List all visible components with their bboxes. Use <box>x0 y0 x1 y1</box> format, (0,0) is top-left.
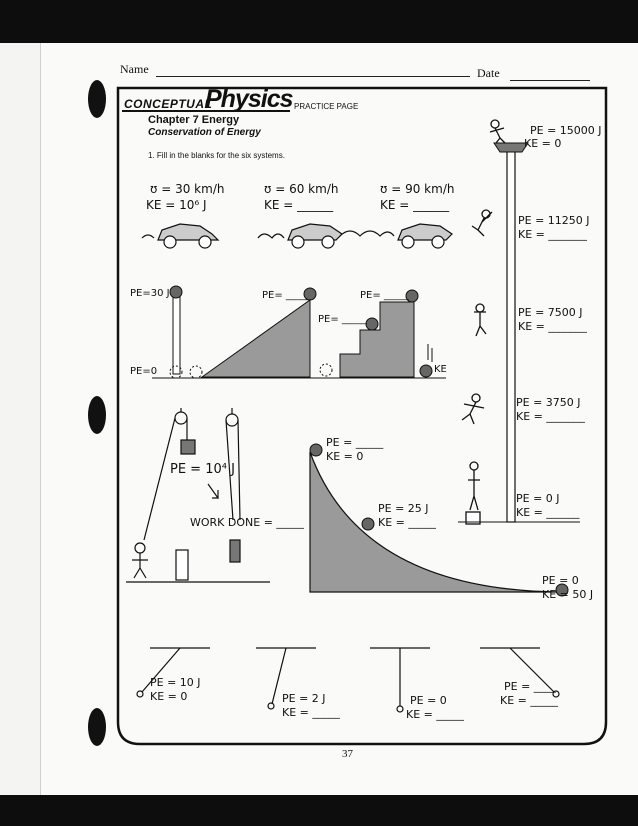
pendulum2-ke[interactable]: KE = _____ <box>282 706 340 719</box>
stairs-pe-mid[interactable]: PE= _____ <box>318 314 367 325</box>
diver-ke-5[interactable]: KE = ______ <box>516 506 580 519</box>
post-pe-top: PE=30 J <box>130 288 170 299</box>
ramp <box>190 288 316 378</box>
diver-ke-1: KE = 0 <box>524 137 562 150</box>
curve-ke-bottom: KE = 50 J <box>542 588 594 601</box>
stairs-pe-top[interactable]: PE= _____ <box>360 290 409 301</box>
car1-speed: ʊ = 30 km/h <box>150 182 225 196</box>
bottom-dark-border <box>0 795 638 826</box>
pulley-system <box>126 408 270 582</box>
diver-figure-4 <box>462 394 484 424</box>
pendulum3-pe: PE = 0 <box>410 694 447 707</box>
stairs-ke: KE <box>434 364 447 375</box>
pendulum4-ke[interactable]: KE = _____ <box>500 694 558 707</box>
diver-ke-3[interactable]: KE = _______ <box>518 320 587 333</box>
diver-pe-1: PE = 15000 J <box>530 124 602 137</box>
ball-on-post <box>170 286 182 378</box>
car-2 <box>258 224 342 248</box>
name-label: Name <box>120 62 149 76</box>
curve-pe-mid: PE = 25 J <box>378 502 429 515</box>
car3-speed: ʊ = 90 km/h <box>380 182 455 196</box>
pendulum1-ke: KE = 0 <box>150 690 188 703</box>
curve-ke-mid[interactable]: KE = _____ <box>378 516 436 529</box>
diver-figure-5 <box>466 462 480 524</box>
pendulum3-ke[interactable]: KE = _____ <box>406 708 464 721</box>
car-3 <box>340 224 452 248</box>
curve-ke-top: KE = 0 <box>326 450 364 463</box>
diver-pe-2: PE = 11250 J <box>518 214 590 227</box>
car2-speed: ʊ = 60 km/h <box>264 182 339 196</box>
post-pe-bottom: PE=0 <box>130 366 158 377</box>
curve-pe-bottom: PE = 0 <box>542 574 579 587</box>
page-number: 37 <box>342 748 353 760</box>
pendulum2-pe: PE = 2 J <box>282 692 326 705</box>
diver-figure-1 <box>490 120 505 143</box>
diver-pe-3: PE = 7500 J <box>518 306 583 319</box>
chapter-subtitle: Conservation of Energy <box>148 127 261 138</box>
curved-slope <box>310 444 568 596</box>
car-1 <box>142 224 218 248</box>
diver-pe-5: PE = 0 J <box>516 492 560 505</box>
date-label: Date <box>477 66 500 80</box>
pulley-pe: PE = 10⁴ J <box>170 462 235 477</box>
chapter-title: Chapter 7 Energy <box>148 114 240 126</box>
pendulum4-pe[interactable]: PE = ____ <box>504 680 556 693</box>
ramp-pe[interactable]: PE= _____ <box>262 290 311 301</box>
work-done[interactable]: WORK DONE = _____ <box>190 516 304 529</box>
practice-page-label: PRACTICE PAGE <box>294 102 359 111</box>
curve-pe-top[interactable]: PE = _____ <box>326 436 384 449</box>
diver-ke-4[interactable]: KE = _______ <box>516 410 585 423</box>
brand-physics: Physics <box>205 85 293 113</box>
diver-figure-3 <box>474 304 486 336</box>
stairs <box>320 290 432 377</box>
brand-conceptual: CONCEPTUAL <box>124 97 213 111</box>
diver-ke-2[interactable]: KE = _______ <box>518 228 587 241</box>
car3-ke[interactable]: KE = ______ <box>380 198 450 212</box>
diver-figure-2 <box>472 210 492 236</box>
pendulum1-pe: PE = 10 J <box>150 676 201 689</box>
instruction-text: 1. Fill in the blanks for the six systems. <box>148 151 285 160</box>
car2-ke[interactable]: KE = ______ <box>264 198 334 212</box>
car1-ke: KE = 10⁶ J <box>146 198 207 212</box>
diver-pe-4: PE = 3750 J <box>516 396 581 409</box>
